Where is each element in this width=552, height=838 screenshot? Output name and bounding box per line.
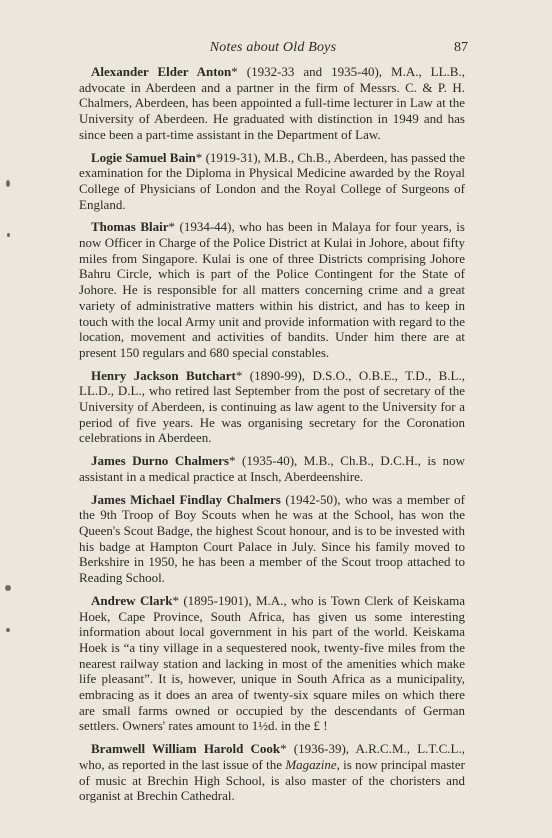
old-boy-marker: *	[280, 741, 287, 757]
margin-speck	[6, 628, 10, 632]
old-boy-marker: *	[168, 219, 175, 235]
page-number: 87	[454, 40, 468, 55]
entry-text: (1895-1901), M.A., who is Town Clerk of Keiskama Hoek, Cape Province, South Africa, has given us some interesting information about local government in his part of the world. Keiskama Hoek is “a tiny village in a sequestered nook, twenty-five miles from the nearest railway station and lacking in most of the amenities which make life pleasant”. It is, however, unique in South Africa as a municipality, embracing as it does an area of twenty-six square miles on which there are small farms owned or occupied by the descendants of German settlers. Owners' rates amount to 1½d. in the £ !	[79, 592, 466, 734]
margin-speck	[5, 585, 11, 591]
entry-cook	[79, 741, 465, 804]
entry-text: (1890-99), D.S.O., O.B.E., T.D., B.L., LL.D., D.L., who retired last September from the post of secretary of the University of Aberdeen, is continuing as law agent to the University for a period of five years. He was organising secretary for the Coronation celebrations in Aberdeen.	[79, 367, 465, 446]
notes-body	[79, 64, 465, 811]
margin-speck	[6, 180, 10, 187]
margin-speck	[7, 233, 10, 237]
old-boy-marker: *	[229, 453, 236, 469]
entry-blair	[79, 219, 465, 360]
entry-chalmers-james-durno	[79, 453, 465, 484]
entry-name: James Michael Findlay Chalmers	[91, 491, 281, 507]
running-title: Notes about Old Boys	[209, 40, 337, 55]
entry-text: (1934-44), who has been in Malaya for four years, is now Officer in Charge of the Police District at Kulai in Johore, about fifty miles from Singapore. Kulai is one of three Districts comprising Johore Bahru Circle, which is part of the Police Contingent for the State of Johore. He is responsible for all matters concerning crime and a great variety of administrative matters within his district, and has to keep in touch with the local Army unit and provide information with regard to the location, movement and activities of bandits. Under him there are at present 150 regulars and 680 special constables.	[79, 219, 465, 360]
old-boy-marker: *	[231, 64, 238, 79]
old-boy-marker: *	[195, 149, 203, 165]
entry-anton	[79, 64, 465, 143]
entry-name: Alexander Elder Anton	[91, 64, 232, 79]
entry-name: Bramwell William Harold Cook	[91, 741, 281, 757]
entry-text: (1932-33 and 1935-40), M.A., LL.B., advocate in Aberdeen and a partner in the firm of Messrs. C. & P. H. Chalmers, Aberdeen, has been appointed a full-time lecturer in Law at the University of Aberdeen. He graduated with distinction in 1949 and has since been a part-time assistant in the Department of Law.	[79, 64, 465, 142]
entry-clark	[79, 593, 465, 734]
entry-chalmers-james-michael	[79, 492, 465, 586]
entry-text: (1935-40), M.B., Ch.B., D.C.H., is now assistant in a medical practice at Insch, Aberdeenshire.	[79, 453, 465, 484]
entry-bain	[79, 150, 465, 213]
entry-text: (1936-39), A.R.C.M., L.T.C.L., who, as reported in the last issue of the	[79, 741, 465, 772]
page-header	[78, 40, 468, 60]
old-boy-marker: *	[172, 592, 179, 608]
entry-name: Thomas Blair	[91, 219, 169, 235]
entry-name: Andrew Clark	[91, 592, 173, 608]
magazine-title: Magazine	[285, 756, 337, 772]
old-boy-marker: *	[235, 367, 243, 383]
entry-name: Henry Jackson Butchart	[91, 367, 236, 383]
entry-text: (1942-50), who was a member of the 9th Troop of Boy Scouts when he was at the School, has won the Queen's Scout Badge, the highest Scout honour, and is to be invested with his badge at Hampton Court Palace in July. Since his family moved to Berkshire in 1950, he has been a member of the Scout troop attached to Reading School.	[79, 491, 465, 586]
entry-name: James Durno Chalmers	[91, 453, 229, 469]
entry-name: Logie Samuel Bain	[91, 149, 196, 165]
entry-butchart	[79, 368, 465, 447]
entry-text-continued: , is now principal master of music at Brechin High School, is also master of the choristers and organist at Brechin Cathedral.	[79, 756, 465, 804]
entry-text: (1919-31), M.B., Ch.B., Aberdeen, has passed the examination for the Diploma in Physical Medicine awarded by the Royal College of Physicians of London and the Royal College of Surgeons of England.	[79, 149, 465, 212]
